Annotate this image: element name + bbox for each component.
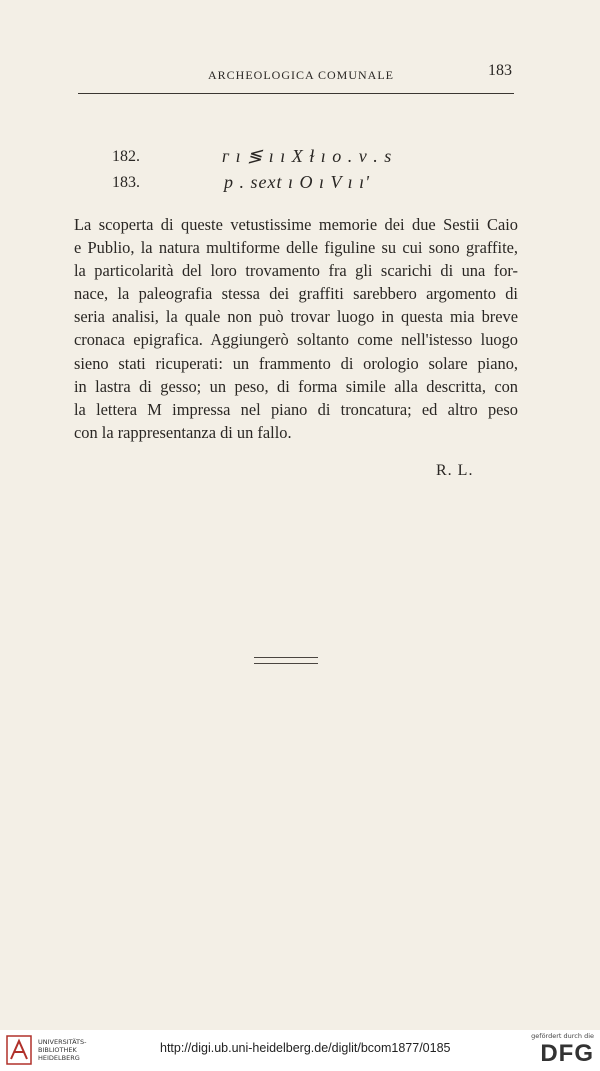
inscription-183 (96, 174, 426, 198)
separator-rule (254, 657, 318, 658)
page-number: 183 (488, 62, 512, 79)
text-line: cronaca epigrafica. Aggiungerò soltanto come nell'istesso luogo (74, 330, 518, 350)
dfg-logo: DFG (540, 1040, 594, 1067)
running-header (78, 62, 516, 86)
inscription-text: p . sext ı O ı V ı ı' (224, 172, 371, 192)
text-line: La scoperta di queste vetustissime memorie dei due Sestii Caio (74, 215, 518, 234)
library-logo[interactable] (6, 1035, 86, 1067)
header-rule (78, 93, 514, 94)
separator-rule (254, 663, 318, 664)
running-title: ARCHEOLOGICA COMUNALE (208, 68, 394, 82)
library-label: UNIVERSITÄTS- BIBLIOTHEK HEIDELBERG (38, 1038, 87, 1062)
funder-note: gefördert durch die (531, 1032, 594, 1040)
inscription-number: 183. (112, 174, 140, 191)
viewer-footer (0, 1030, 600, 1071)
text-line: e Publio, la natura multiforme delle figuline su cui sono graffite, (74, 238, 518, 258)
text-line: nace, la paleografia stessa dei graffiti sarebbero argomento di (74, 284, 518, 304)
text-line: la particolarità del loro trovamento fra gli scarichi di una for- (74, 261, 518, 281)
funder-logo[interactable] (524, 1032, 594, 1068)
text-line: sieno stati ricuperati: un frammento di orologio solare piano, (74, 353, 518, 373)
library-crest-icon (6, 1035, 32, 1065)
inscription-text: ᴦ ı ≶ ı ı X ɫ ı o . v . s (222, 146, 393, 166)
text-line: con la rappresentanza di un fallo. (74, 422, 292, 442)
permalink-url[interactable]: http://digi.ub.uni-heidelberg.de/diglit/bcom1877/0185 (160, 1041, 451, 1055)
inscription-number: 182. (112, 148, 140, 165)
inscription-182 (96, 148, 426, 172)
signature: R. L. (436, 462, 474, 479)
text-line: seria analisi, la quale non può trovar luogo in questa mia breve (74, 307, 518, 327)
text-line: la lettera M impressa nel piano di troncatura; ed altro peso (74, 399, 518, 419)
text-line: in lastra di gesso; un peso, di forma simile alla descritta, con (74, 376, 518, 396)
body-paragraph (74, 213, 518, 444)
